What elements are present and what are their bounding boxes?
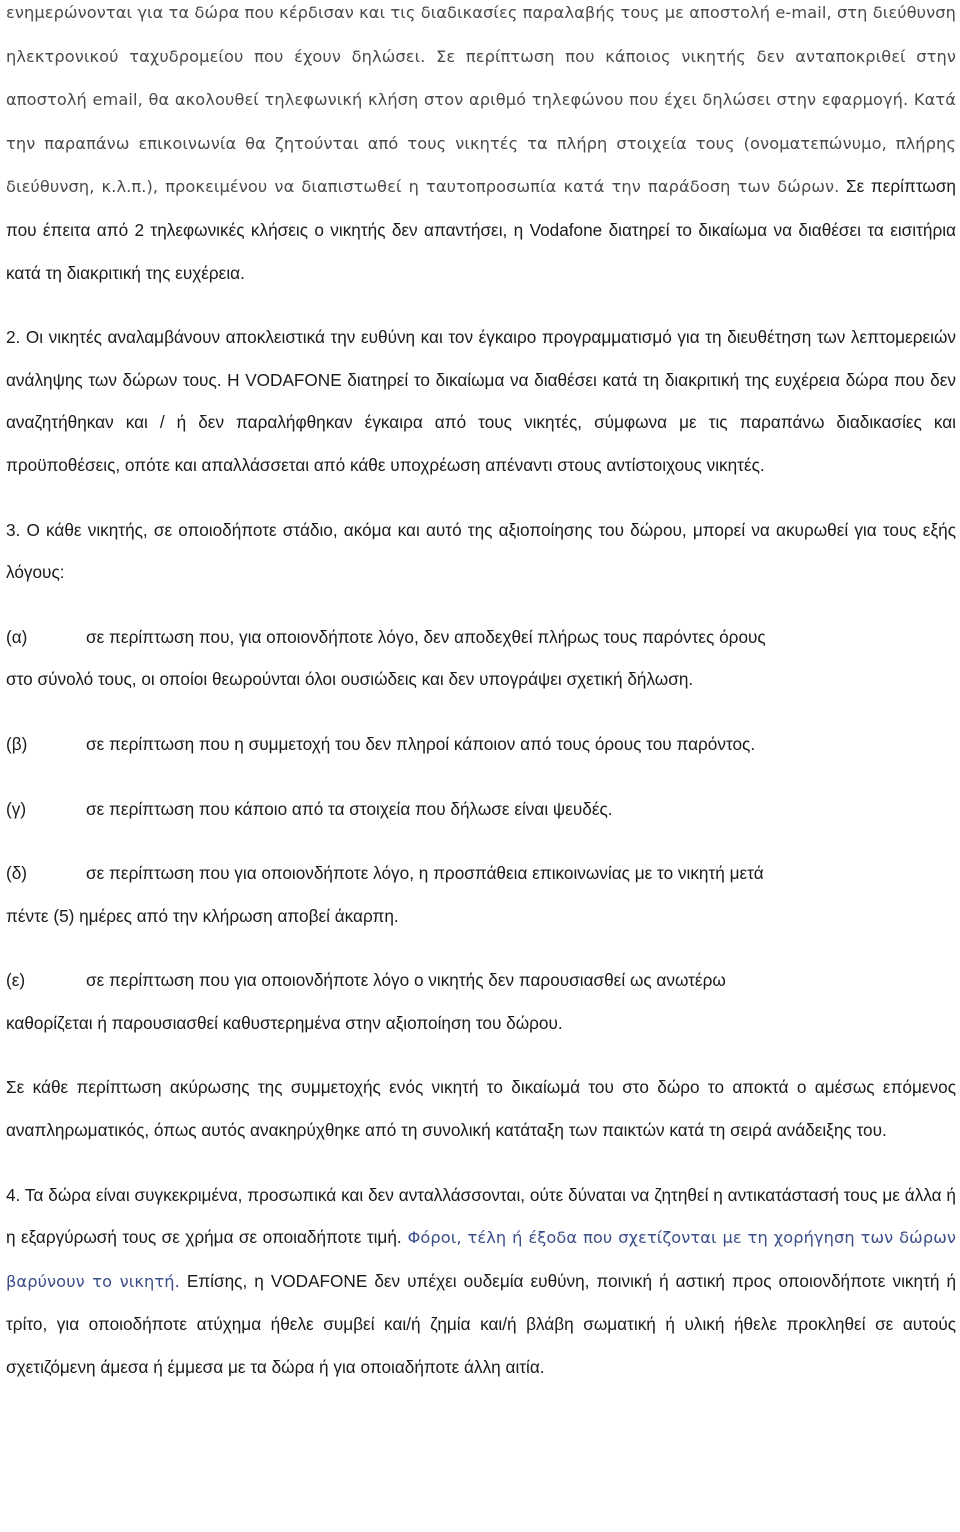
cancellation-reason-b (6, 723, 956, 766)
reason-text: σε περίπτωση που για οποιονδήποτε λόγο, η προσπάθεια επικοινωνίας με το νικητή μετά (86, 863, 764, 884)
section-4-text-main: 4. Τα δώρα είναι συγκεκριμένα, προσωπικά και δεν ανταλλάσσονται, ούτε δύναται να ζητηθεί η αντικατάστασή τους με άλλα ή η εξαργύρωσή τους σε χρήμα σε οποιαδήποτε τιμή. (6, 1184, 956, 1248)
section-3-closing-paragraph: Σε κάθε περίπτωση ακύρωσης της συμμετοχής ενός νικητή το δικαίωμά του στο δώρο το αποκτά ο αμέσως επόμενος αναπληρωματικός, όπως αυτός ανακηρύχθηκε από τη συνολική κατάταξη των παικτών κατά τη σειρά ανάδειξης του. (6, 1077, 956, 1141)
reason-continuation: καθορίζεται ή παρουσιασθεί καθυστερημένα στην αξιοποίηση του δώρου. (6, 1012, 563, 1033)
document-page (6, 0, 956, 1389)
section-3-paragraph: 3. Ο κάθε νικητής, σε οποιοδήποτε στάδιο, ακόμα και αυτό της αξιοποίησης του δώρου, μπορεί να ακυρωθεί για τους εξής λόγους: (6, 519, 956, 583)
reason-label: (γ) (6, 798, 27, 819)
section-4-text-taxes: Φόροι, τέλη ή έξοδα που σχετίζονται με τη χορήγηση των δώρων βαρύνουν το νικητή. (6, 1228, 956, 1291)
reason-label: (δ) (6, 863, 28, 884)
intro-paragraph (6, 0, 956, 294)
section-4-text-liability: Επίσης, η VODAFONE δεν υπέχει ουδεμία ευθύνη, ποινική ή αστική προς οποιονδήποτε νικητή ή τρίτο, για οποιοδήποτε ατύχημα ήθελε συμβεί και/ή ζημία και/ή βλάβη σωματική ή υλική ήθελε προκληθεί σε αυτούς σχετιζόμενη άμεσα ή έμμεσα με τα δώρα ή για οποιαδήποτε άλλη αιτία. (6, 1270, 957, 1378)
reason-text: σε περίπτωση που, για οποιονδήποτε λόγο, δεν αποδεχθεί πλήρως τους παρόντες όρους (86, 626, 766, 647)
cancellation-reason-c (6, 788, 956, 831)
intro-text-main: ενημερώνονται για τα δώρα που κέρδισαν και τις διαδικασίες παραλαβής τους με αποστολή e-mail, στη διεύθυνση ηλεκτρονικού ταχυδρομείου που έχουν δηλώσει. Σε περίπτωση που κάποιος νικητής δεν ανταποκριθεί στην αποστολή email, θα ακολουθεί τηλεφωνική κλήση στον αριθμό τηλεφώνου που έχει δηλώσει στην εφαρμογή. Κατά την παραπάνω επικοινωνία θα ζητούνται από τους νικητές τα πλήρη στοιχεία τους (ονοματεπώνυμο, πλήρης διεύθυνση, κ.λ.π.), προκειμένου να διαπιστωθεί η ταυτοπροσωπία κατά την παράδοση των δώρων. (6, 3, 956, 197)
reason-text: σε περίπτωση που κάποιο από τα στοιχεία που δήλωσε είναι ψευδές. (86, 798, 613, 819)
cancellation-reason-a (6, 616, 956, 701)
intro-text-tail: Σε περίπτωση που έπειτα από 2 τηλεφωνικές κλήσεις ο νικητής δεν απαντήσει, η Vodafone διατηρεί το δικαίωμα να διαθέσει τα εισιτήρια κατά τη διακριτική της ευχέρεια. (6, 176, 956, 283)
reason-label: (β) (6, 733, 28, 754)
section-4-paragraph (6, 1174, 956, 1389)
reason-label: (ε) (6, 970, 26, 991)
section-2-paragraph: 2. Οι νικητές αναλαμβάνουν αποκλειστικά την ευθύνη και τον έγκαιρο προγραμματισμό για τη διευθέτηση των λεπτομερειών ανάληψης των δώρων τους. Η VODAFONE διατηρεί το δικαίωμα να διαθέσει κατά τη διακριτική της ευχέρεια δώρα που δεν αναζητήθηκαν και / ή δεν παραλήφθηκαν έγκαιρα από τους νικητές, σύμφωνα με τις παραπάνω διαδικασίες και προϋποθέσεις, οπότε και απαλλάσσεται από κάθε υποχρέωση απέναντι στους αντίστοιχους νικητές. (6, 327, 956, 475)
cancellation-reason-d (6, 852, 956, 937)
reason-continuation: στο σύνολό τους, οι οποίοι θεωρούνται όλοι ουσιώδεις και δεν υπογράψει σχετική δήλωση. (6, 669, 694, 690)
reason-text: σε περίπτωση που η συμμετοχή του δεν πληροί κάποιον από τους όρους του παρόντος. (86, 733, 756, 754)
reason-label: (α) (6, 626, 28, 647)
reason-continuation: πέντε (5) ημέρες από την κλήρωση αποβεί άκαρπη. (6, 905, 399, 926)
cancellation-reason-e (6, 959, 956, 1044)
reason-text: σε περίπτωση που για οποιονδήποτε λόγο ο νικητής δεν παρουσιασθεί ως ανωτέρω (86, 970, 726, 991)
